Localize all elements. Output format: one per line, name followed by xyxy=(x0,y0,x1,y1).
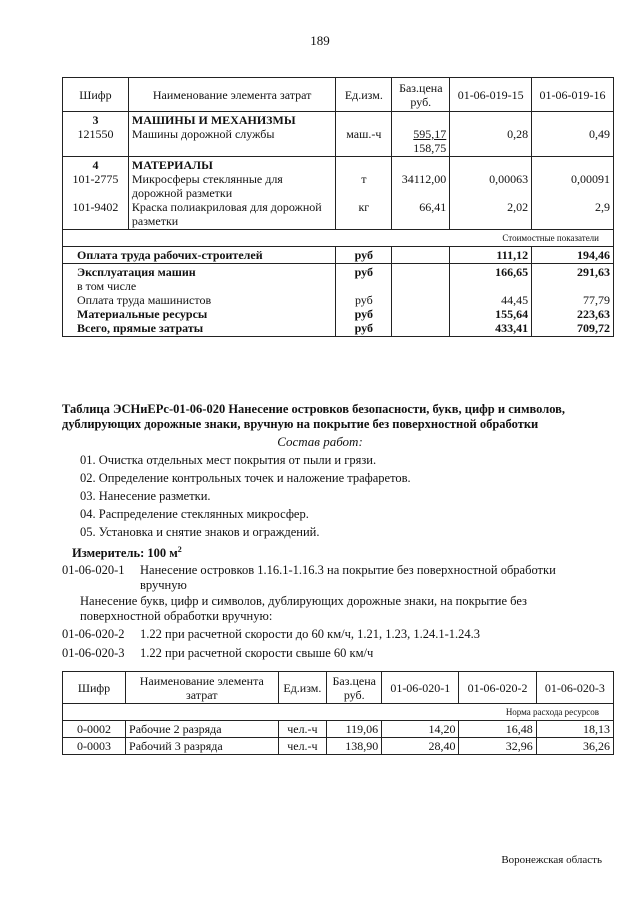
row-code: 101-2775 xyxy=(72,172,119,186)
work-item: 04. Распределение стеклянных микросфер. xyxy=(80,507,309,521)
table-row xyxy=(63,157,614,230)
summary-name: Эксплуатация машин в том числе Оплата труда машинистов Материальные ресурсы Всего, прямые затраты xyxy=(63,264,336,337)
work-item: 03. Нанесение разметки. xyxy=(80,489,211,503)
work-item: 01. Очистка отдельных мест покрытия от пыли и грязи. xyxy=(80,453,377,467)
row-value: 28,40 xyxy=(382,738,459,755)
summary-row xyxy=(63,247,614,264)
row-value: 36,26 xyxy=(536,738,613,755)
group-title: МАШИНЫ И МЕХАНИЗМЫ xyxy=(131,113,296,127)
col-header: Ед.изм. xyxy=(278,672,327,704)
group-title: МАТЕРИАЛЫ xyxy=(131,158,213,172)
col-header: 01-06-019-15 xyxy=(450,78,532,112)
col-header: 01-06-020-2 xyxy=(459,672,536,704)
row-name: Микросферы стеклянные для дорожной разметки xyxy=(131,172,283,200)
paragraph: Нанесение букв, цифр и символов, дублирующих дорожные знаки, на покрытие без поверхностной обработки вручную: xyxy=(80,594,527,623)
group-cell xyxy=(128,157,335,230)
row-value: 0,49 xyxy=(532,112,614,157)
row-unit: чел.-ч xyxy=(278,721,327,738)
row-value: 0,00091 2,9 xyxy=(532,157,614,230)
resources-table-020 xyxy=(62,671,614,755)
row-unit: маш.-ч xyxy=(336,112,392,157)
cost-label-row xyxy=(63,230,614,247)
col-header: 01-06-020-1 xyxy=(382,672,459,704)
item-code: 01-06-020-1 xyxy=(62,563,125,577)
row-code: 0-0003 xyxy=(63,738,126,755)
row-name: Краска полиакриловая для дорожной разметки xyxy=(131,200,322,228)
col-header: Ед.изм. xyxy=(336,78,392,112)
col-header: 01-06-019-16 xyxy=(532,78,614,112)
item-description: 1.22 при расчетной скорости свыше 60 км/ч xyxy=(140,646,374,660)
row-price: 34112,00 66,41 xyxy=(392,157,450,230)
summary-row xyxy=(63,264,614,337)
col-header: Наименование элемента затрат xyxy=(128,78,335,112)
summary-name: Оплата труда рабочих-строителей xyxy=(63,247,336,264)
row-code: 121550 xyxy=(77,127,114,141)
group-cell xyxy=(128,112,335,157)
page-number: 189 xyxy=(310,33,330,48)
row-price: 595,17 158,75 xyxy=(392,112,450,157)
footer-region: Воронежская область xyxy=(501,854,602,866)
summary-value: 194,46 xyxy=(532,247,614,264)
group-cell: 4 101-2775 101-9402 xyxy=(63,157,129,230)
empty-cell xyxy=(392,264,450,337)
row-name: Рабочий 3 разряда xyxy=(126,738,278,755)
item-code: 01-06-020-2 xyxy=(62,627,125,641)
empty-cell xyxy=(392,247,450,264)
summary-value: 291,63 77,79 223,63 709,72 xyxy=(532,264,614,337)
row-code: 101-9402 xyxy=(72,200,119,214)
summary-unit: руб xyxy=(336,247,392,264)
row-value: 14,20 xyxy=(382,721,459,738)
summary-value: 166,65 44,45 155,64 433,41 xyxy=(450,264,532,337)
item-code: 01-06-020-3 xyxy=(62,646,125,660)
section-title: Таблица ЭСНиЕРс-01-06-020 Нанесение островков безопасности, букв, цифр и символов, дублирующих дорожные знаки, вручную на покрытие без поверхностной обработки xyxy=(62,402,566,431)
row-unit: т кг xyxy=(336,157,392,230)
work-item: 05. Установка и снятие знаков и ограждений. xyxy=(80,525,320,539)
row-unit: чел.-ч xyxy=(278,738,327,755)
row-value: 0,28 xyxy=(450,112,532,157)
cost-label: Стоимостные показатели xyxy=(63,230,614,247)
row-value: 18,13 xyxy=(536,721,613,738)
table-header-row xyxy=(63,78,614,112)
table-row xyxy=(63,738,614,755)
col-header: Шифр xyxy=(63,672,126,704)
item-description: Нанесение островков 1.16.1-1.16.3 на покрытие без поверхностной обработки вручную xyxy=(140,563,556,592)
work-item: 02. Определение контрольных точек и наложение трафаретов. xyxy=(80,471,411,485)
summary-value: 111,12 xyxy=(450,247,532,264)
col-header: Наименование элемента затрат xyxy=(126,672,278,704)
table-row xyxy=(63,721,614,738)
row-value: 16,48 xyxy=(459,721,536,738)
measure-unit: Измеритель: 100 $м^2$ xyxy=(72,545,182,561)
col-header: 01-06-020-3 xyxy=(536,672,613,704)
norm-label: Норма расхода ресурсов xyxy=(63,704,614,721)
col-header: Шифр xyxy=(63,78,129,112)
group-number: 3 121550 xyxy=(63,112,129,157)
table-row xyxy=(63,112,614,157)
col-header: Баз.цена руб. xyxy=(392,78,450,112)
row-value: 32,96 xyxy=(459,738,536,755)
row-price: 119,06 xyxy=(327,721,382,738)
norm-label-row xyxy=(63,704,614,721)
row-name: Машины дорожной службы xyxy=(131,127,275,141)
row-price: 138,90 xyxy=(327,738,382,755)
row-name: Рабочие 2 разряда xyxy=(126,721,278,738)
row-value: 0,00063 2,02 xyxy=(450,157,532,230)
resources-table-019 xyxy=(62,77,614,337)
row-code: 0-0002 xyxy=(63,721,126,738)
item-description: 1.22 при расчетной скорости до 60 км/ч, 1.21, 1.23, 1.24.1-1.24.3 xyxy=(140,627,481,641)
summary-unit: руб руб руб руб xyxy=(336,264,392,337)
works-heading: Состав работ: xyxy=(277,434,363,449)
table-header-row xyxy=(63,672,614,704)
col-header: Баз.цена руб. xyxy=(327,672,382,704)
